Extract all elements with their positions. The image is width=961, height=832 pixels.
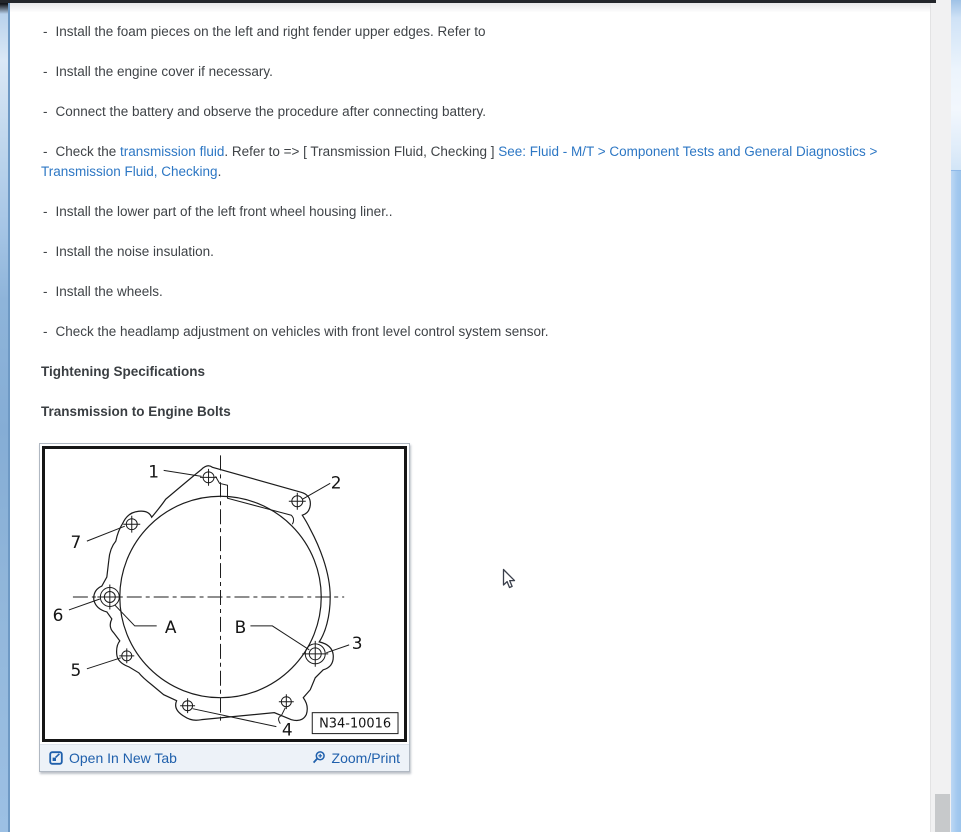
label-3: 3 <box>351 632 363 653</box>
bullet-dash: - <box>43 324 48 339</box>
bolt-1 <box>200 469 217 486</box>
bullet-dash: - <box>43 24 48 39</box>
open-in-new-tab-link[interactable] <box>49 748 177 768</box>
window-left-edge <box>0 0 10 832</box>
bolt-6 <box>97 585 122 610</box>
bolt-4-right <box>279 694 294 709</box>
instruction-item <box>41 62 916 82</box>
instruction-item <box>41 282 916 302</box>
label-5: 5 <box>70 659 82 680</box>
label-7: 7 <box>70 532 82 553</box>
bolt-location-diagram <box>45 449 404 739</box>
bolt-2 <box>289 493 306 510</box>
window-top-border <box>0 0 936 3</box>
label-B: B <box>234 616 247 637</box>
open-in-new-tab-label: Open In New Tab <box>69 750 177 766</box>
bullet-dash: - <box>43 204 48 219</box>
bullet-dash: - <box>43 284 48 299</box>
instruction-text: Install the engine cover if necessary. <box>55 64 273 79</box>
leader-2 <box>302 483 330 499</box>
instruction-text: Connect the battery and observe the procedure after connecting battery. <box>55 104 487 119</box>
content-scrollbar-track[interactable] <box>930 0 951 832</box>
instruction-item <box>41 322 916 342</box>
zoom-print-link[interactable] <box>312 748 400 768</box>
bolt-4-left <box>180 698 195 713</box>
instruction-item <box>41 242 916 262</box>
figure-card <box>39 443 410 772</box>
instruction-item <box>41 102 916 122</box>
leader-7 <box>87 526 125 541</box>
bullet-dash: - <box>43 244 48 259</box>
label-2: 2 <box>330 472 342 493</box>
see-fluid-mt-link-continued[interactable]: Transmission Fluid, Checking <box>41 164 218 179</box>
instruction-text: . <box>217 164 222 179</box>
instruction-text: Install the wheels. <box>55 284 163 299</box>
instruction-text: Check the headlamp adjustment on vehicles with front level control system sensor. <box>55 324 549 339</box>
instruction-text: Install the lower part of the left front wheel housing liner.. <box>55 204 393 219</box>
leader-4-left <box>193 709 277 727</box>
figure-toolbar <box>40 744 409 771</box>
zoom-print-icon <box>312 751 326 765</box>
transmission-fluid-link[interactable]: transmission fluid <box>120 144 225 159</box>
leader-3 <box>326 645 349 653</box>
instruction-text: Install the noise insulation. <box>55 244 214 259</box>
window-scrollbar-thumb[interactable] <box>951 170 961 832</box>
section-heading-transmission-to-engine-bolts: Transmission to Engine Bolts <box>41 404 231 419</box>
label-4: 4 <box>281 719 293 739</box>
label-A: A <box>164 616 177 637</box>
section-heading-tightening-specifications: Tightening Specifications <box>41 364 206 379</box>
top-shadow <box>10 3 930 12</box>
bullet-dash: - <box>43 144 48 159</box>
document-pane <box>10 3 930 832</box>
instruction-text: Check the <box>55 144 121 159</box>
content-scrollbar-thumb[interactable] <box>935 794 950 832</box>
zoom-print-label: Zoom/Print <box>331 750 400 766</box>
instruction-item <box>41 22 916 42</box>
instruction-text: Install the foam pieces on the left and right fender upper edges. Refer to <box>55 24 486 39</box>
window-scrollbar-track[interactable] <box>951 0 961 832</box>
open-in-new-tab-icon <box>49 751 63 765</box>
bolt-5 <box>119 648 134 663</box>
bullet-dash: - <box>43 104 48 119</box>
instruction-item <box>41 202 916 222</box>
leader-B <box>250 626 309 650</box>
part-number-text: N34-10016 <box>319 716 392 732</box>
leader-5 <box>87 658 121 669</box>
instruction-text: . Refer to => [ Transmission Fluid, Checking ] <box>224 144 499 159</box>
document-body <box>10 12 930 772</box>
bullet-dash: - <box>43 64 48 79</box>
label-1: 1 <box>148 461 160 482</box>
see-fluid-mt-link[interactable]: See: Fluid - M/T > Component Tests and General Diagnostics > <box>498 144 878 159</box>
instruction-item <box>41 142 916 182</box>
technical-diagram-image[interactable] <box>42 446 407 742</box>
bolt-3 <box>302 641 328 667</box>
label-6: 6 <box>52 604 64 625</box>
